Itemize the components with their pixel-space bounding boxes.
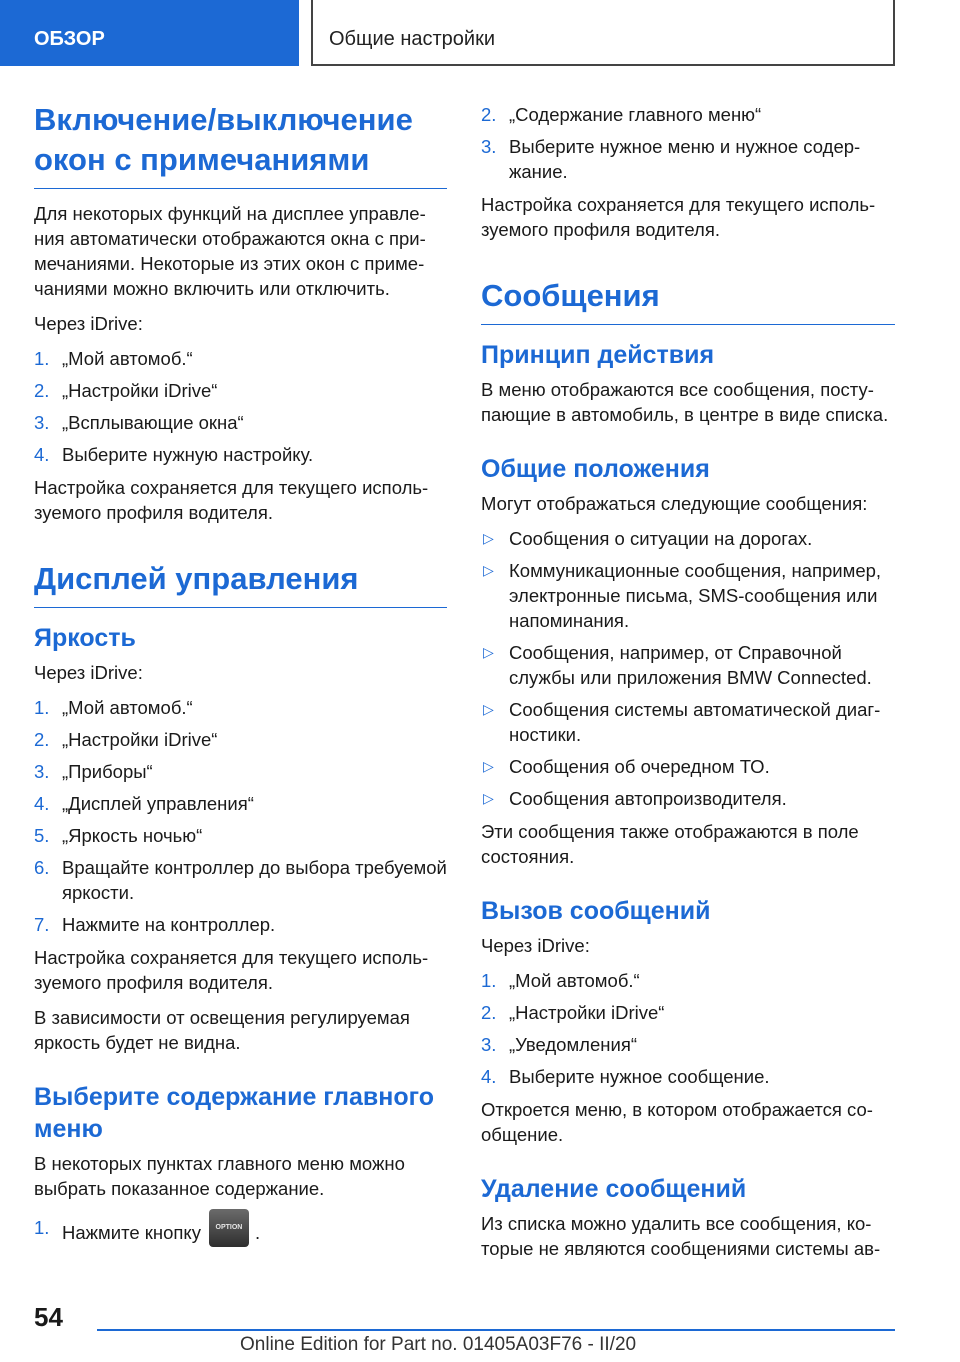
paragraph: Откроется меню, в котором отображается сообщение. [481,1099,873,1145]
step-number: 4. [481,1066,497,1087]
step-number: 1. [34,348,50,369]
steps-notes [34,346,447,467]
list-item [481,697,895,747]
section-tab: ОБЗОР [0,0,299,66]
step-number: 6. [34,857,50,878]
step-text: „Мой автомоб.“ [62,697,193,718]
list-item [34,791,447,816]
list-item [481,558,895,633]
list-item [34,912,447,937]
item-text: Сообщения автопроизводителя. [509,788,787,809]
right-column [481,102,895,1271]
step-text: „Яркость ночью“ [62,825,203,846]
step-number: 3. [481,136,497,157]
step-text: „Уведомления“ [509,1034,637,1055]
paragraph: Через iDrive: [481,935,590,956]
step-number: 3. [34,412,50,433]
step-text: „Содержание главного меню“ [509,104,762,125]
list-item [481,786,895,811]
heading-general: Общие положения [481,455,710,483]
list-item [481,526,895,551]
heading-call-messages: Вызов сообщений [481,897,711,925]
step-number: 7. [34,914,50,935]
heading-notes: Включение/выключение окон с примечаниями [34,100,447,189]
step-text: Нажмите кнопку [62,1221,201,1243]
step-text: „Настройки iDrive“ [62,729,218,750]
list-item [34,378,447,403]
item-text: Коммуникационные сообщения, например, электронные письма, SMS-сообщения или напоминания. [509,560,882,631]
step-number: 1. [481,970,497,991]
paragraph: Через iDrive: [34,313,143,334]
list-item [481,640,895,690]
list-item [34,695,447,720]
step-number: 2. [34,380,50,401]
paragraph: Через iDrive: [34,662,143,683]
steps-menu-continued [481,102,895,184]
step-text: Вращайте контроллер до выбора требуемой яркости. [62,857,447,903]
paragraph: В зависимости от освещения регулируемая яркость будет не видна. [34,1007,410,1053]
list-item [34,823,447,848]
list-item [481,754,895,779]
list-item [34,727,447,752]
steps-menu [34,1215,447,1253]
heading-display: Дисплей управления [34,559,447,608]
list-item [34,410,447,435]
paragraph: В меню отображаются все сообщения, поступающие в автомобиль, в центре в виде списка. [481,379,889,425]
triangle-bullet-icon: ▷ [483,562,494,578]
item-text: Сообщения, например, от Справочной службы или приложения BMW Connected. [509,642,872,688]
list-item [34,855,447,905]
step-text: „Мой автомоб.“ [62,348,193,369]
step-number: 3. [481,1034,497,1055]
step-number: 2. [34,729,50,750]
step-number: 4. [34,793,50,814]
step-number: 4. [34,444,50,465]
paragraph: Настройка сохраняется для текущего используемого профиля водителя. [34,477,429,523]
list-item [481,1064,895,1089]
paragraph: Эти сообщения также отображаются в поле состояния. [481,821,859,867]
step-text: Выберите нужное меню и нужное содержание. [509,136,861,182]
heading-brightness: Яркость [34,624,136,652]
step-number: 1. [34,697,50,718]
step-text: Нажмите на контроллер. [62,914,276,935]
step-text: „Настройки iDrive“ [62,380,218,401]
step-number: 5. [34,825,50,846]
list-item [34,442,447,467]
heading-principle: Принцип действия [481,341,715,369]
triangle-bullet-icon: ▷ [483,758,494,774]
paragraph: Для некоторых функций на дисплее управления автоматически отображаются окна с примечаниями. Некоторые из этих окон с примечаниями можно включить или отключить. [34,203,426,299]
steps-call [481,968,895,1089]
step-text: „Всплывающие окна“ [62,412,244,433]
heading-messages: Сообщения [481,276,895,325]
heading-main-menu: Выберите содержание главного меню [34,1083,434,1143]
heading-delete-messages: Удаление сообщений [481,1175,747,1203]
step-text-end: . [254,1221,261,1243]
steps-brightness [34,695,447,937]
triangle-bullet-icon: ▷ [483,701,494,717]
footer-divider [97,1329,895,1331]
item-text: Сообщения о ситуации на дорогах. [509,528,813,549]
step-text: Выберите нужную настройку. [62,444,314,465]
paragraph: В некоторых пунктах главного меню можно выбрать показанное содержание. [34,1153,405,1199]
option-button-icon: OPTION [209,1209,249,1247]
step-text: „Приборы“ [62,761,153,782]
step-text: „Мой автомоб.“ [509,970,640,991]
page-number: 54 [34,1302,63,1332]
topic-header: Общие настройки [311,0,895,66]
step-number: 2. [481,104,497,125]
list-item [481,1000,895,1025]
paragraph: Настройка сохраняется для текущего используемого профиля водителя. [481,194,876,240]
list-item [481,968,895,993]
step-number: 3. [34,761,50,782]
step-number: 2. [481,1002,497,1023]
list-item [481,1032,895,1057]
list-item [481,102,895,127]
item-text: Сообщения системы автоматической диагностики. [509,699,881,745]
item-text: Сообщения об очередном ТО. [509,756,770,777]
list-item [34,346,447,371]
triangle-bullet-icon: ▷ [483,530,494,546]
triangle-bullet-icon: ▷ [483,644,494,660]
list-item [481,134,895,184]
list-item [34,759,447,784]
paragraph: Могут отображаться следующие сообщения: [481,493,868,514]
paragraph: Настройка сохраняется для текущего используемого профиля водителя. [34,947,429,993]
list-item [34,1215,447,1253]
paragraph: Из списка можно удалить все сообщения, которые не являются сообщениями системы ав- [481,1213,881,1259]
message-types-list [481,526,895,811]
step-text: „Настройки iDrive“ [509,1002,665,1023]
footer-edition: Online Edition for Part no. 01405A03F76 - II/20 [240,1334,637,1355]
triangle-bullet-icon: ▷ [483,790,494,806]
step-number: 1. [34,1217,50,1238]
left-column [34,100,447,1261]
step-text: „Дисплей управления“ [62,793,254,814]
step-text: Выберите нужное сообщение. [509,1066,770,1087]
